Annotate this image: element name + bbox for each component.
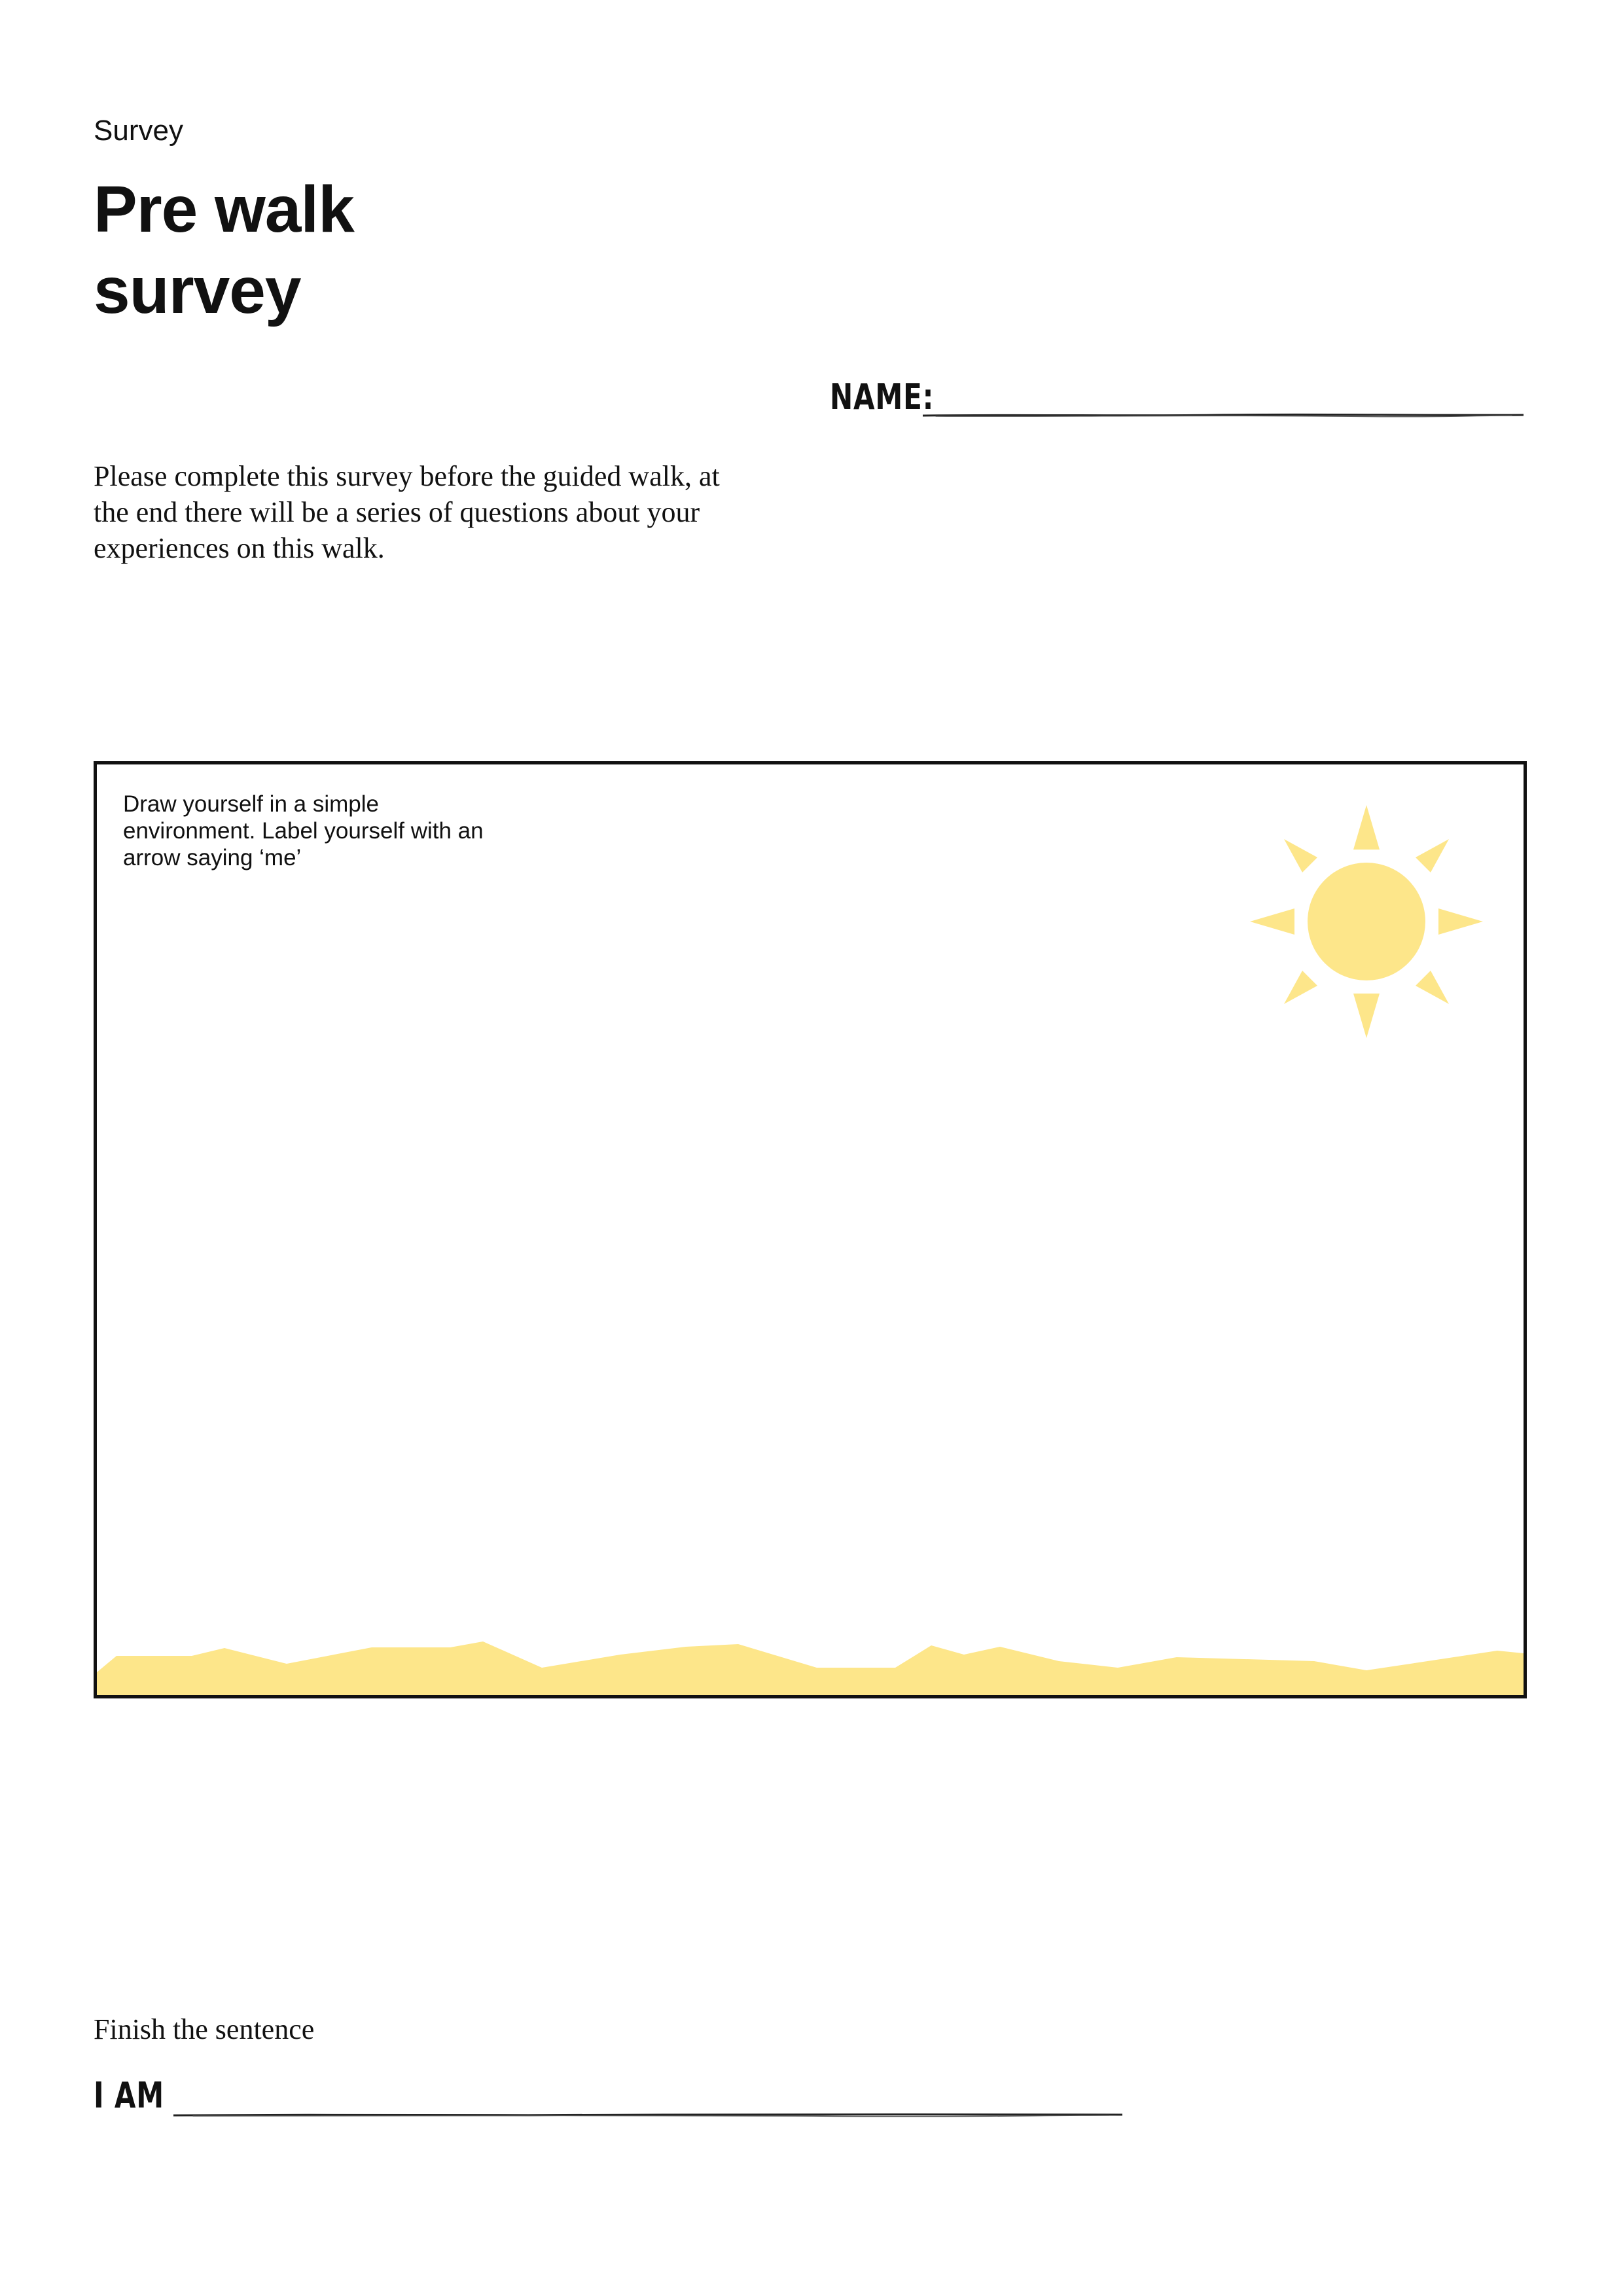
name-field-line[interactable] — [923, 411, 1524, 419]
i-am-answer-line[interactable] — [173, 2111, 1122, 2119]
ground-illustration — [97, 1630, 1524, 1695]
intro-text: Please complete this survey before the guided walk, at the end there will be a series of questions about your experiences on this walk. — [94, 460, 720, 564]
drawing-prompt: Draw yourself in a simple environment. Label yourself with an arrow saying ‘me’ — [123, 791, 484, 870]
drawing-area[interactable] — [94, 761, 1527, 1698]
page-title-line-2: survey — [94, 254, 301, 327]
page-title-line-1: Pre walk — [94, 173, 354, 246]
page-title — [94, 169, 354, 331]
i-am-label: I AM — [94, 2075, 164, 2116]
finish-sentence-label: Finish the sentence — [94, 2013, 315, 2045]
sun-icon — [1249, 804, 1484, 1039]
section-kicker: Survey — [94, 115, 183, 147]
name-field-label: NAME: — [830, 376, 935, 418]
